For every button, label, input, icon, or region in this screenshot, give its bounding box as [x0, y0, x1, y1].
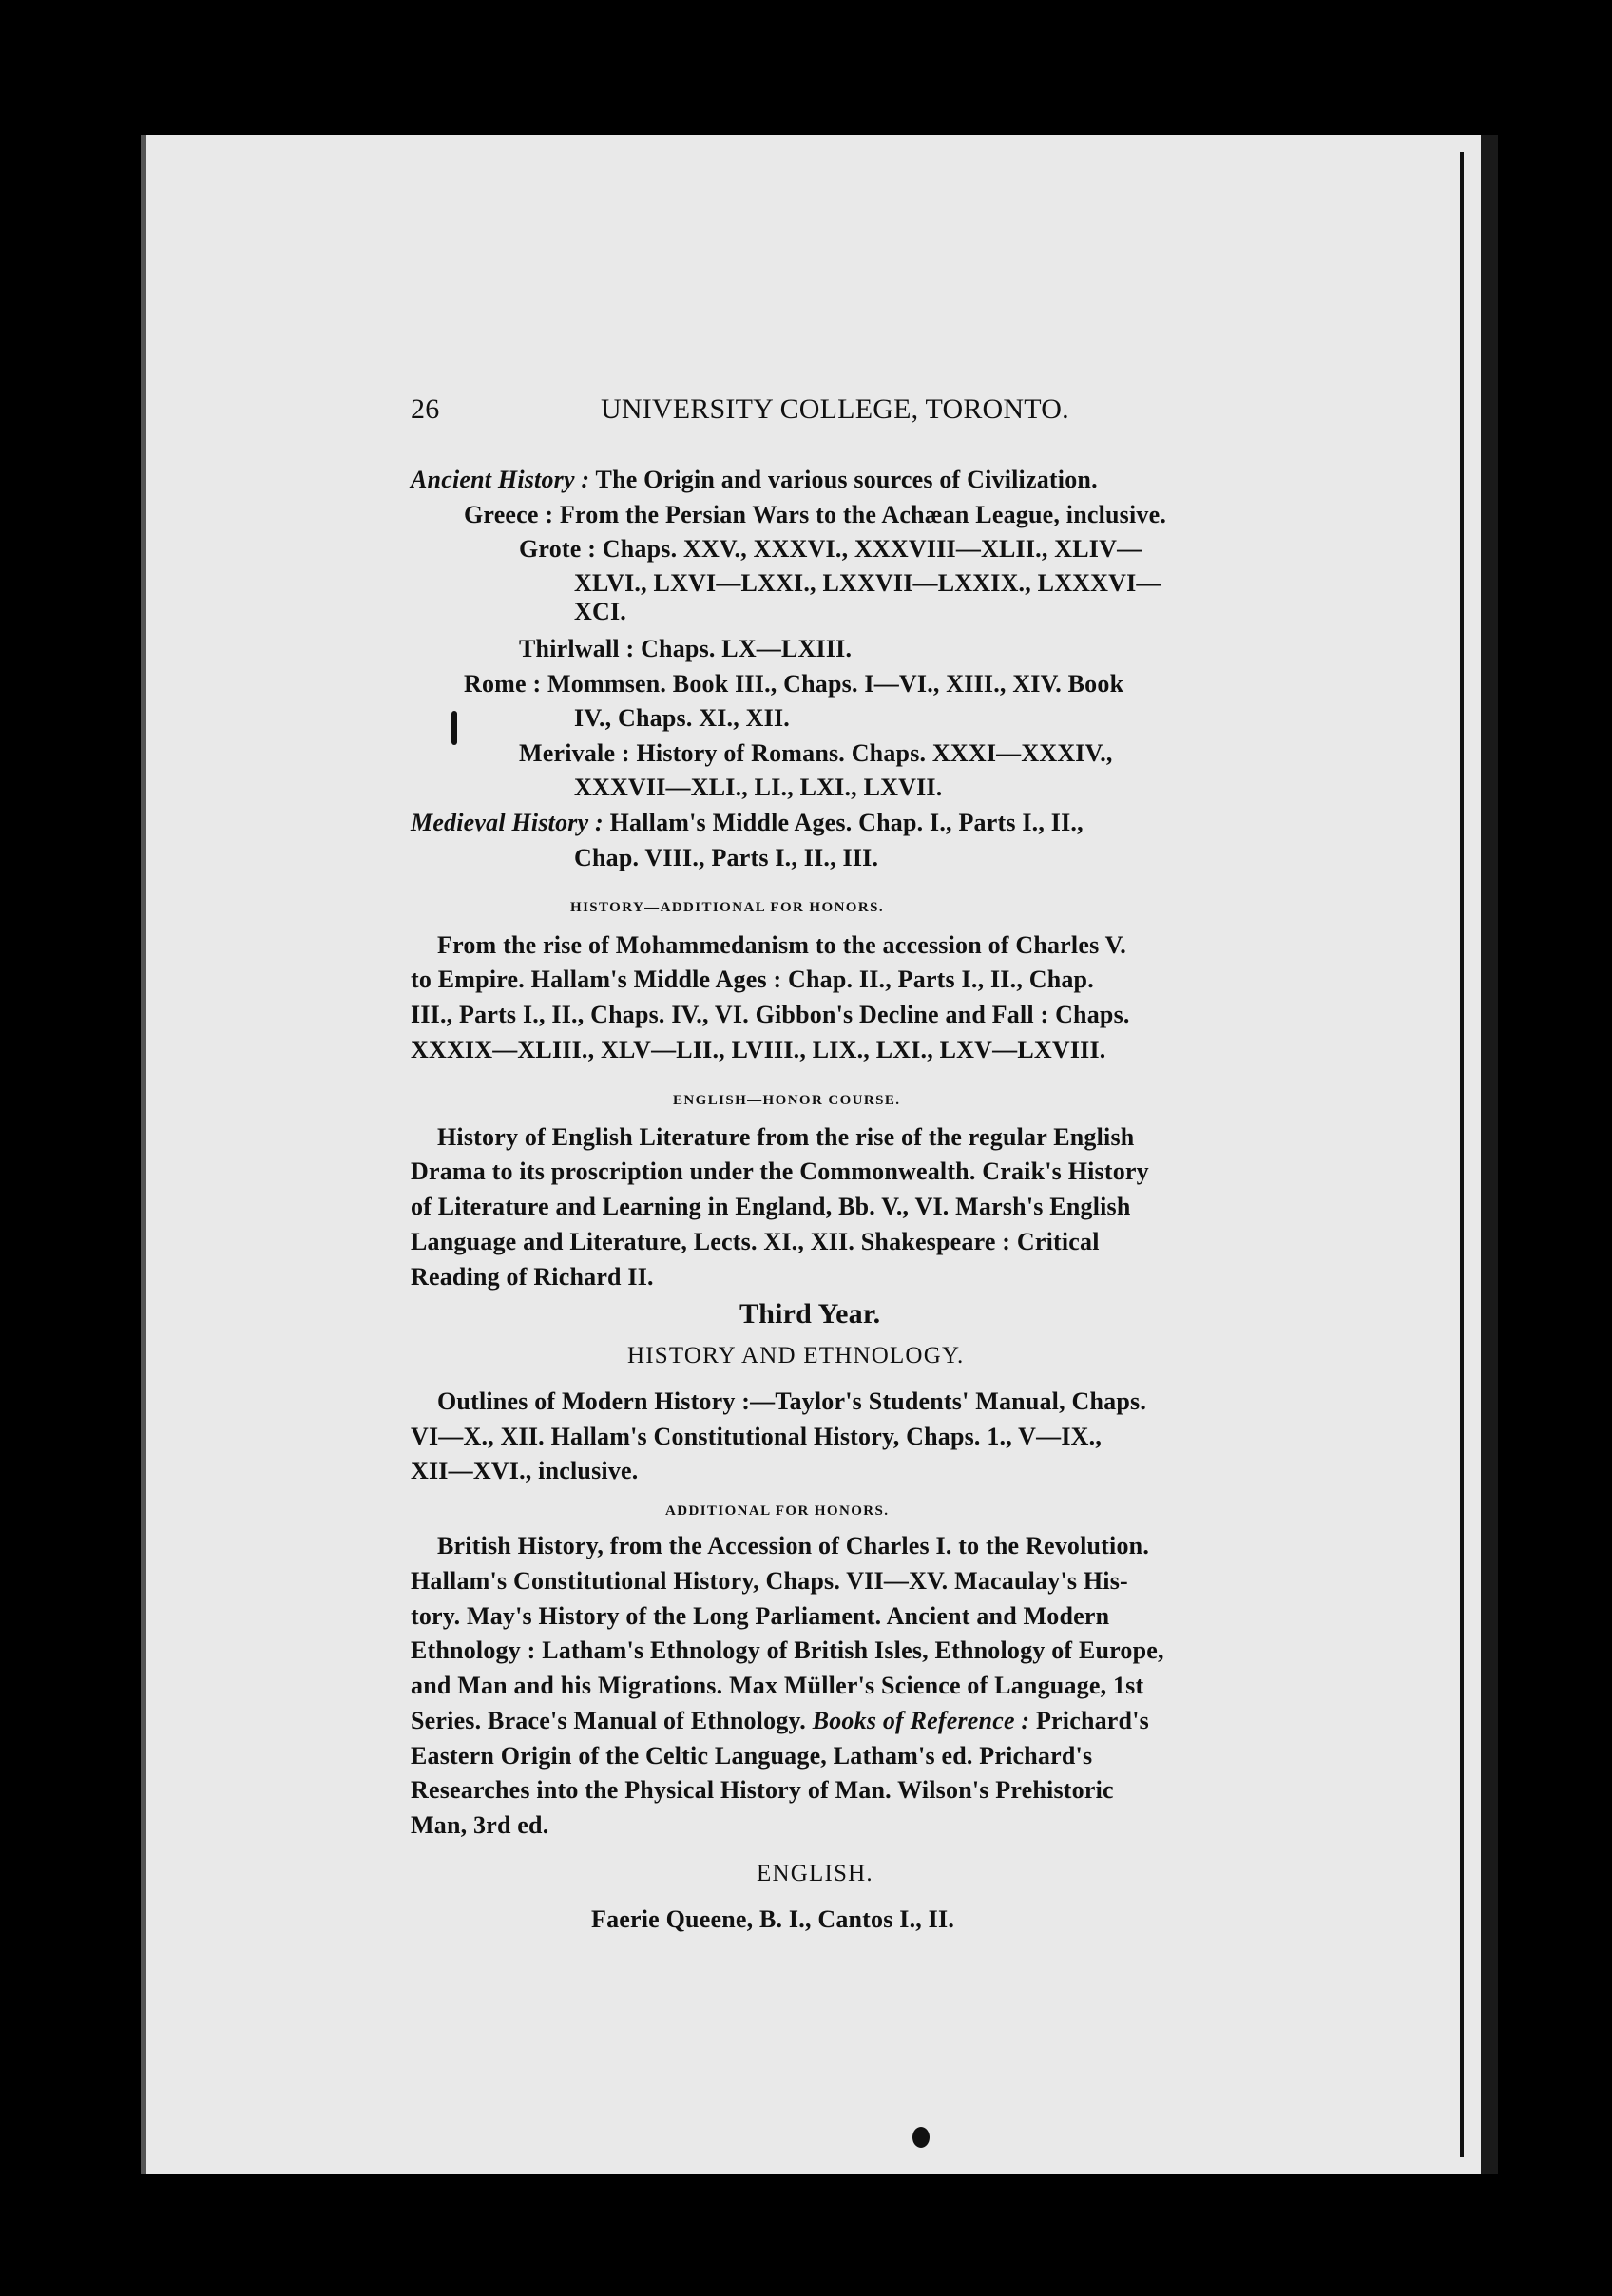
- third-year-more-line-2: Researches into the Physical History of Man. Wilson's Prehistoric: [411, 1776, 1114, 1804]
- page-fold-line: [1460, 152, 1464, 2157]
- third-year-honors-line-6: [411, 1707, 1149, 1735]
- english-heading: ENGLISH.: [757, 1861, 873, 1886]
- merivale-line-1: Merivale : History of Romans. Chaps. XXXI—XXXIV.,: [519, 739, 1113, 767]
- third-year-honors-line-3: tory. May's History of the Long Parliament. Ancient and Modern: [411, 1602, 1110, 1630]
- greece-line: Greece : From the Persian Wars to the Achæan League, inclusive.: [464, 501, 1167, 528]
- third-year-honors-line-1: British History, from the Accession of Charles I. to the Revolution.: [437, 1532, 1150, 1559]
- ink-blot: [912, 2127, 930, 2148]
- books-of-reference-label: Books of Reference :: [812, 1707, 1030, 1734]
- running-title: UNIVERSITY COLLEGE, TORONTO.: [601, 393, 1069, 425]
- rome-line-1: Rome : Mommsen. Book III., Chaps. I—VI., XIII., XIV. Book: [464, 670, 1124, 698]
- third-year-honors-line-4: Ethnology : Latham's Ethnology of British Isles, Ethnology of Europe,: [411, 1636, 1164, 1664]
- thirlwall-line: Thirlwall : Chaps. LX—LXIII.: [519, 635, 853, 662]
- third-year-honors-line-5: and Man and his Migrations. Max Müller's Science of Language, 1st: [411, 1672, 1144, 1699]
- third-year-line-2: VI—X., XII. Hallam's Constitutional History, Chaps. 1., V—IX.,: [411, 1423, 1103, 1450]
- medieval-line-2: Chap. VIII., Parts I., II., III.: [574, 844, 879, 871]
- brace-text: Series. Brace's Manual of Ethnology.: [411, 1707, 806, 1734]
- grote-line-2: XLVI., LXVI—LXXI., LXXVII—LXXIX., LXXXVI—: [574, 569, 1161, 597]
- ancient-history-line: [411, 466, 1098, 494]
- history-honors-heading: HISTORY—ADDITIONAL FOR HONORS.: [570, 900, 884, 915]
- medieval-history-text: Hallam's Middle Ages. Chap. I., Parts I., II.,: [609, 809, 1084, 836]
- english-honor-line-5: Reading of Richard II.: [411, 1263, 654, 1291]
- history-honors-line-1: From the rise of Mohammedanism to the accession of Charles V.: [437, 931, 1126, 959]
- page-number: 26: [411, 393, 440, 425]
- rome-line-2: IV., Chaps. XI., XII.: [574, 704, 790, 732]
- grote-line-1: Grote : Chaps. XXV., XXXVI., XXXVIII—XLII., XLIV—: [519, 535, 1142, 563]
- third-year-more-line-1: Eastern Origin of the Celtic Language, Latham's ed. Prichard's: [411, 1742, 1093, 1770]
- history-ethnology-title: HISTORY AND ETHNOLOGY.: [627, 1343, 965, 1368]
- faerie-queene-line: Faerie Queene, B. I., Cantos I., II.: [591, 1905, 955, 1933]
- english-honor-line-4: Language and Literature, Lects. XI., XII. Shakespeare : Critical: [411, 1228, 1100, 1255]
- third-year-more-line-3: Man, 3rd ed.: [411, 1811, 549, 1839]
- ancient-history-label: Ancient History :: [411, 466, 590, 493]
- history-honors-line-3: III., Parts I., II., Chaps. IV., VI. Gibbon's Decline and Fall : Chaps.: [411, 1001, 1130, 1028]
- english-honor-line-2: Drama to its proscription under the Commonwealth. Craik's History: [411, 1158, 1149, 1185]
- medieval-history-line: [411, 809, 1084, 837]
- third-year-line-3: XII—XVI., inclusive.: [411, 1457, 639, 1484]
- ancient-history-text: The Origin and various sources of Civilization.: [595, 466, 1098, 493]
- third-year-honors-heading: ADDITIONAL FOR HONORS.: [665, 1503, 890, 1519]
- merivale-line-2: XXXVII—XLI., LI., LXI., LXVII.: [574, 774, 943, 801]
- third-year-title: Third Year.: [739, 1298, 881, 1330]
- third-year-honors-line-2: Hallam's Constitutional History, Chaps. VII—XV. Macaulay's His-: [411, 1567, 1128, 1595]
- medieval-history-label: Medieval History :: [411, 809, 604, 836]
- page-edge-shadow: [1481, 135, 1498, 2174]
- ink-mark-margin: [451, 711, 457, 745]
- history-honors-line-4: XXXIX—XLIII., XLV—LII., LVIII., LIX., LXI., LXV—LXVIII.: [411, 1036, 1106, 1063]
- english-honor-heading: ENGLISH—HONOR COURSE.: [673, 1093, 901, 1108]
- grote-line-3: XCI.: [574, 598, 626, 625]
- books-of-reference-tail: Prichard's: [1035, 1707, 1149, 1734]
- history-honors-line-2: to Empire. Hallam's Middle Ages : Chap. II., Parts I., II., Chap.: [411, 966, 1094, 993]
- third-year-line-1: Outlines of Modern History :—Taylor's Students' Manual, Chaps.: [437, 1387, 1147, 1415]
- english-honor-line-3: of Literature and Learning in England, Bb. V., VI. Marsh's English: [411, 1193, 1131, 1220]
- english-honor-line-1: History of English Literature from the rise of the regular English: [437, 1123, 1135, 1151]
